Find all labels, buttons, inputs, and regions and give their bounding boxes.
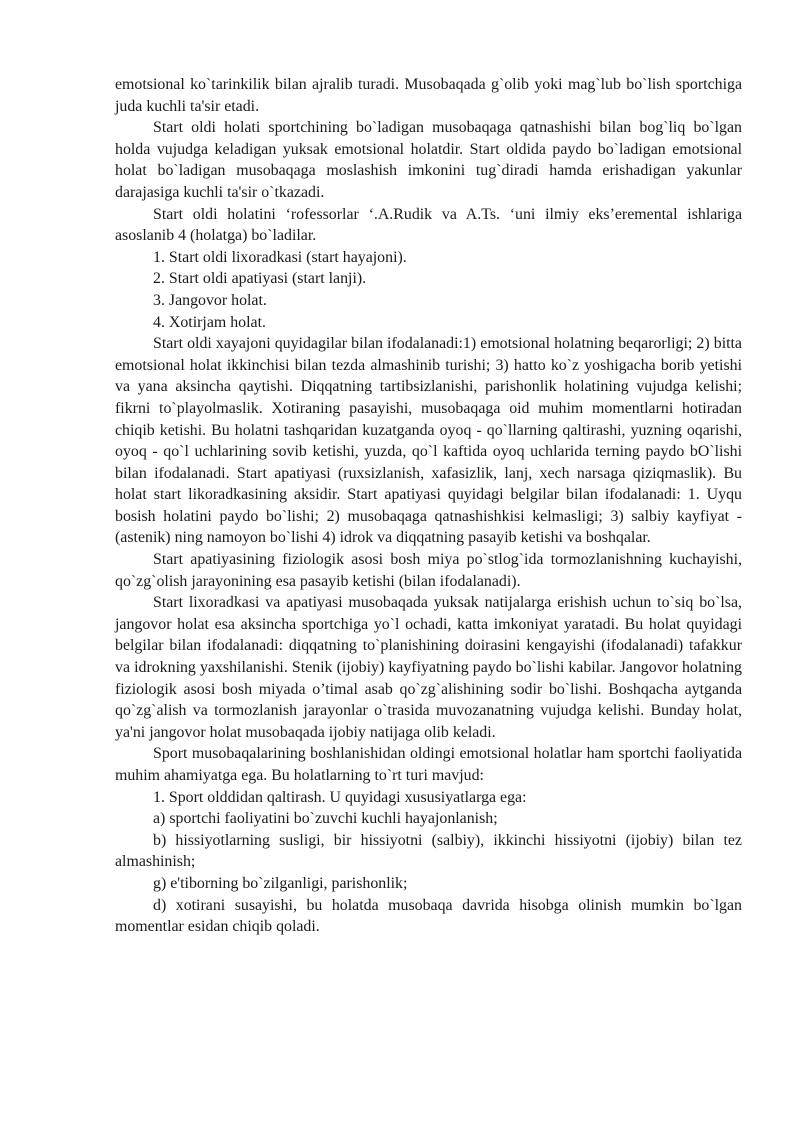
list-item-d: d) xotirani susayishi, bu holatda musobaqa davrida hisobga olinish mumkin bo`lgan momentlar esidan chiqib qoladi. xyxy=(115,896,742,936)
paragraph-continuation: emotsional ko`tarinkilik bilan ajralib turadi. Musobaqada g`olib yoki mag`lub bo`lish sportchiga juda kuchli ta'sir etadi. xyxy=(115,76,742,115)
list-item-4: 4. Xotirjam holat. xyxy=(153,313,266,331)
document-page xyxy=(115,74,742,938)
paragraph-start-xayajoni: Start oldi xayajoni quyidagilar bilan ifodalanadi:1) emotsional holatning beqarorligi; 2) bitta emotsional holat ikkinchisi bilan tezda almashinib turishi; 3) hatto ko`z yoshigacha borib yetishi va yana aksincha qaytishi. Diqqatning tartibsizlanishi, parishonlik holatining vujudga kelishi; fikrni to`playolmaslik. Xotiraning pasayishi, musobaqaga oid muhim momentlarni hotiradan chiqib ketishi. Bu holatni tashqaridan kuzatganda oyoq - qo`llarning qaltirashi, yuzning oqarishi, oyoq - qo`l uchlarining sovib ketishi, yuzda, qo`l kaftida oyoq uchlarida terning paydo bO`lishi bilan ifodalanadi. Start apatiyasi (ruxsizlanish, xafasizlik, lanj, xech narsaga qiziqmaslik). Bu holat start likoradkasining aksidir. Start apatiyasi quyidagi belgilar bilan ifodalanadi: 1. Uyqu bosish holatini paydo bo`lishi; 2) musobaqaga qatnashishkisi kelmasligi; 3) salbiy kayfiyat - (astenik) ning namoyon bo`lishi 4) idrok va diqqatning pasayib ketishi va boshqalar. xyxy=(115,335,742,547)
paragraph-apatiya-fiziologiya: Start apatiyasining fiziologik asosi bosh miya po`stlog`ida tormozlanishning kuchayishi, qo`zg`olish jarayonining esa pasayib ketishi (bilan ifodalanadi). xyxy=(115,551,742,590)
list-item-a: a) sportchi faoliyatini bo`zuvchi kuchli hayajonlanish; xyxy=(153,810,498,828)
paragraph-emotsional-holatlar: Sport musobaqalarining boshlanishidan oldingi emotsional holatlar ham sportchi faoliyatida muhim ahamiyatga ega. Bu holatlarning to`rt turi mavjud: xyxy=(115,745,742,784)
list-item-1: 1. Start oldi lixoradkasi (start hayajoni). xyxy=(153,248,407,266)
paragraph-start-oldi-holati: Start oldi holati sportchining bo`ladigan musobaqaga qatnashishi bilan bog`liq bo`lgan holda vujudga keladigan yuksak emotsional holatdir. Start oldida paydo bo`ladigan emotsional holat bo`ladigan musobaqaga moslashish imkonini tug`diradi hamda erishadigan yakunlar darajasiga kuchli ta'sir o`tkazadi. xyxy=(115,119,742,201)
list-item-g: g) e'tiborning bo`zilganligi, parishonlik; xyxy=(153,874,408,892)
list-item-b: b) hissiyotlarning susligi, bir hissiyotni (salbiy), ikkinchi hissiyotni (ijobiy) bilan tez almashinish; xyxy=(115,831,742,871)
list-item-3: 3. Jangovor holat. xyxy=(153,291,267,309)
paragraph-classification-intro: Start oldi holatini ‘rofessorlar ‘.A.Rudik va A.Ts. ‘uni ilmiy eks’eremental ishlariga asoslanib 4 (holatga) bo`ladilar. xyxy=(115,205,742,245)
paragraph-jangovor-holat: Start lixoradkasi va apatiyasi musobaqada yuksak natijalarga erishish uchun to`siq bo`lsa, jangovor holat esa aksincha sportchiga yo`l ochadi, katta imkoniyat yaratadi. Bu holat quyidagi belgilar bilan ifodalanadi: diqqatning to`planishining doirasini kengayishi (ifodalanadi) tafakkur va idrokning yaxshilanishi. Stenik (ijobiy) kayfiyatning paydo bo`lishi kabilar. Jangovor holatning fiziologik asosi bosh miyada o’timal asab qo`zg`alishining sodir bo`lishi. Boshqacha aytganda qo`zg`alish va tormozlanish jarayonlar o`trasida muvozanatning vujudga kelishi. Bunday holat, ya'ni jangovor holat musobaqada ijobiy natijaga olib keladi. xyxy=(115,594,742,741)
list-item-qaltirash: 1. Sport olddidan qaltirash. U quyidagi xususiyatlarga ega: xyxy=(153,788,527,806)
list-item-2: 2. Start oldi apatiyasi (start lanji). xyxy=(153,270,367,288)
